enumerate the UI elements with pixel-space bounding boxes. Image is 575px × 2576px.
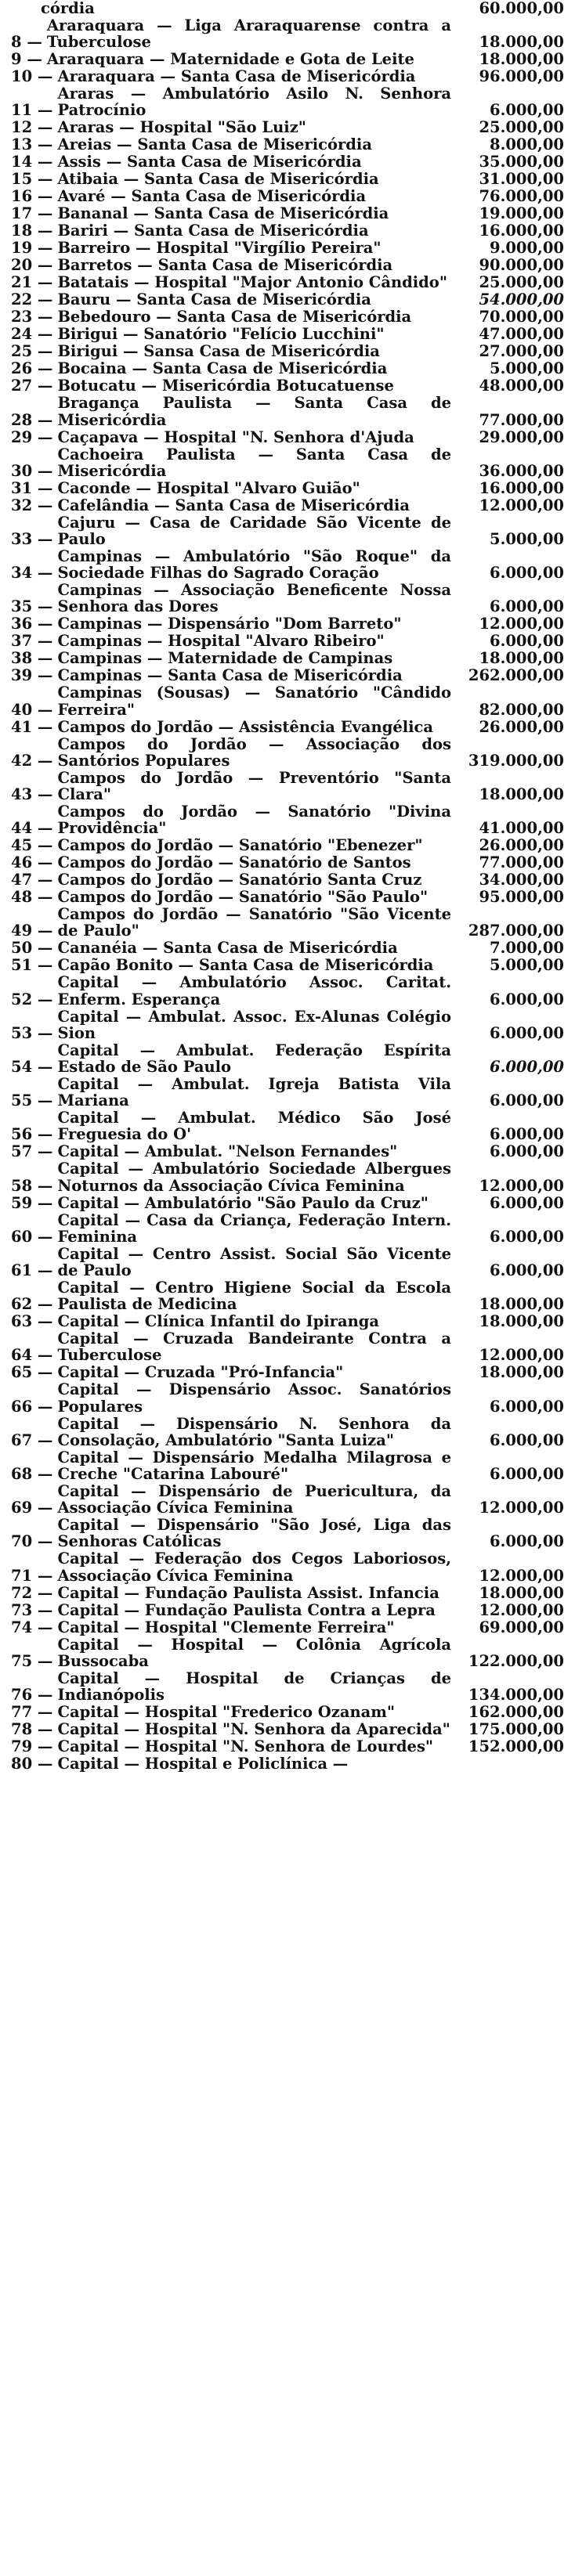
list-item [11, 257, 564, 273]
entry-amount: 12.000,00 [479, 615, 564, 633]
entry-number: 48 — [11, 888, 53, 907]
list-item [11, 222, 564, 239]
entry-number: 43 — [11, 785, 53, 804]
entry-amount: 6.000,00 [490, 1431, 564, 1449]
entry-text: Bebedouro — Santa Casa de Misericórdia [57, 308, 412, 327]
entry-text: Birigui — Sansa Casa de Misericórdia [57, 342, 380, 361]
list-item [11, 803, 564, 836]
entry-text: Capital — Ambulat. Igreja Batista Vila Mariana [57, 1075, 451, 1110]
entry-text: Campos do Jordão — Assistência Evangélica [57, 717, 434, 736]
entry-number: 77 — [11, 1703, 53, 1722]
entry-amount: 6.000,00 [490, 632, 564, 651]
entry-amount: 12.000,00 [479, 496, 564, 514]
entry-amount: 6.000,00 [490, 990, 564, 1008]
entry-text: Campos do Jordão — Sanatório "Ebenezer" [57, 836, 423, 855]
list-item [11, 719, 564, 735]
entry-amount: 70.000,00 [479, 308, 564, 327]
entry-number: 33 — [11, 530, 53, 549]
entry-number: 63 — [11, 1312, 53, 1331]
list-item [11, 633, 564, 649]
list-item [11, 1330, 564, 1363]
entry-number: 59 — [11, 1193, 53, 1212]
entry-text: Capital — Ambulatório "São Paulo da Cruz" [57, 1193, 429, 1212]
entry-amount: 6.000,00 [490, 1023, 564, 1042]
entry-text: Cananéia — Santa Casa de Misericórdia [57, 939, 398, 958]
list-item [11, 17, 564, 50]
entry-amount: 175.000,00 [468, 1720, 564, 1739]
entry-number: 8 — [11, 33, 42, 52]
entry-number: 23 — [11, 308, 53, 327]
entry-text: Birigui — Sanatório "Felício Lucchini" [57, 325, 385, 344]
entry-text: Caconde — Hospital "Alvaro Guião" [57, 478, 360, 497]
list-item [11, 1416, 564, 1449]
entry-text: Areias — Santa Casa de Misericórdia [57, 135, 372, 154]
entry-text: Capital — Dispensário N. Senhora da Consolação, Ambulatório "Santa Luiza" [57, 1414, 451, 1449]
entry-text: Araraquara — Maternidade e Gota de Leite [46, 50, 414, 69]
entry-text: Capital — Ambulat. Assoc. Ex-Alunas Colégio Sion [57, 1007, 451, 1042]
entry-text: Campinas — Santa Casa de Misericórdia [57, 666, 403, 685]
list-item [11, 1160, 564, 1193]
entry-amount: 12.000,00 [479, 1566, 564, 1585]
entry-amount: 36.000,00 [479, 461, 564, 480]
list-item [11, 274, 564, 290]
entry-amount: 262.000,00 [468, 666, 564, 685]
entry-number: 27 — [11, 377, 53, 395]
list-item [11, 1721, 564, 1737]
entry-text: Bauru — Santa Casa de Misericórdia [57, 290, 371, 309]
entry-number: 47 — [11, 871, 53, 889]
list-item [11, 974, 564, 1007]
entry-number: 17 — [11, 204, 53, 223]
entry-amount: 18.000,00 [479, 1583, 564, 1602]
entry-amount: 96.000,00 [479, 67, 564, 86]
list-item [11, 1449, 564, 1482]
entry-amount: 122.000,00 [468, 1651, 564, 1670]
entry-text: Campinas — Maternidade de Campinas [57, 649, 393, 668]
entry-number: 39 — [11, 666, 53, 685]
entry-number: 51 — [11, 956, 53, 975]
entry-number: 25 — [11, 342, 53, 361]
entry-amount: 26.000,00 [479, 836, 564, 855]
entry-amount: 25.000,00 [479, 118, 564, 137]
entry-text: Campos do Jordão — Sanatório de Santos [57, 853, 411, 872]
entry-text: Capital — Hospital "Clemente Ferreira" [57, 1618, 395, 1636]
entry-text: Campinas — Associação Beneficente Nossa Senhora das Dores [57, 581, 451, 616]
entry-text: Caçapava — Hospital "N. Senhora d'Ajuda [57, 428, 414, 446]
entry-amount: 6.000,00 [490, 1125, 564, 1144]
entry-text: Capital — Centro Higiene Social da Escola Paulista de Medicina [57, 1279, 451, 1314]
entry-number: 13 — [11, 135, 53, 154]
entry-amount: 5.000,00 [490, 359, 564, 378]
entry-number: 74 — [11, 1618, 53, 1636]
entry-text: Capital — Clínica Infantil do Ipiranga [57, 1312, 380, 1331]
entry-number: 18 — [11, 222, 53, 240]
list-item [11, 1076, 564, 1109]
entry-text: Araras — Ambulatório Asilo N. Senhora Patrocínio [57, 85, 451, 120]
entry-text: Capital — Dispensário Medalha Milagrosa e Creche "Catarina Labouré" [57, 1448, 451, 1484]
list-item [11, 68, 564, 85]
list-item [11, 395, 564, 428]
entry-amount: 18.000,00 [479, 1312, 564, 1331]
entry-number: 22 — [11, 290, 53, 309]
entry-amount: 18.000,00 [479, 1295, 564, 1314]
list-item [11, 770, 564, 803]
entry-number: 76 — [11, 1686, 53, 1705]
entry-amount: 9.000,00 [490, 239, 564, 258]
entry-amount: 77.000,00 [479, 853, 564, 872]
list-item [11, 889, 564, 905]
entry-text: Batatais — Hospital "Major Antonio Cândido" [57, 273, 447, 292]
entry-text: Avaré — Santa Casa de Misericórdia [57, 187, 367, 206]
entry-text: Botucatu — Misericórdia Botucatuense [57, 377, 394, 395]
entry-number: 55 — [11, 1091, 53, 1110]
list-item [11, 1670, 564, 1703]
entry-text: Campos do Jordão — Sanatório "São Vicente de Paulo" [57, 905, 451, 940]
entry-number: 35 — [11, 597, 53, 616]
entry-amount: 95.000,00 [479, 888, 564, 907]
entry-number: 65 — [11, 1363, 53, 1382]
list-item [11, 136, 564, 153]
entry-text: Capital — Dispensário de Puericultura, da Associação Cívica Feminina [57, 1482, 451, 1517]
entry-number: 36 — [11, 615, 53, 633]
list-item [11, 1313, 564, 1329]
entry-amount: 18.000,00 [479, 785, 564, 804]
entry-number: 61 — [11, 1261, 53, 1280]
list-item [11, 1738, 564, 1755]
entry-amount: 6.000,00 [490, 1193, 564, 1212]
entry-amount: 12.000,00 [479, 1600, 564, 1619]
entry-number: 62 — [11, 1295, 53, 1314]
list-item [11, 854, 564, 871]
entry-text: Araraquara — Santa Casa de Misericórdia [57, 67, 416, 86]
list-item [11, 240, 564, 256]
entry-amount: 152.000,00 [468, 1737, 564, 1756]
entry-amount: 6.000,00 [490, 1227, 564, 1246]
entry-amount: 26.000,00 [479, 717, 564, 736]
entry-number: 78 — [11, 1720, 53, 1739]
entry-number: 16 — [11, 187, 53, 206]
entry-amount: 48.000,00 [479, 377, 564, 395]
entry-text: Capital — Centro Assist. Social São Vicente de Paulo [57, 1244, 451, 1280]
entry-text: Atibaia — Santa Casa de Misericórdia [57, 170, 379, 189]
entry-text: Capital — Fundação Paulista Assist. Infancia [57, 1583, 439, 1602]
entry-text: Capital — Hospital — Colônia Agrícola Bussocaba [57, 1635, 451, 1670]
entry-number: 58 — [11, 1176, 53, 1195]
entry-number: 29 — [11, 428, 53, 446]
entry-text: Capital — Federação dos Cegos Laboriosos, Associação Cívica Feminina [57, 1550, 451, 1585]
list-item [11, 1008, 564, 1041]
list-item [11, 650, 564, 666]
entry-number: 42 — [11, 751, 53, 770]
entry-number: 72 — [11, 1583, 53, 1602]
entry-amount: 76.000,00 [479, 187, 564, 206]
entry-text: Campos do Jordão — Preventório "Santa Clara" [57, 768, 451, 804]
entry-amount: 18.000,00 [479, 50, 564, 69]
entry-text: Capital — Ambulat. "Nelson Fernandes" [57, 1142, 398, 1161]
entry-number: 37 — [11, 632, 53, 651]
list-item [11, 514, 564, 547]
entry-text: Araras — Hospital "São Luiz" [57, 118, 306, 137]
entry-number: 68 — [11, 1465, 53, 1484]
entry-text: Campos do Jordão — Sanatório "Divina Providência" [57, 803, 451, 838]
entry-amount: 6.000,00 [490, 1091, 564, 1110]
entry-amount: 287.000,00 [468, 922, 564, 940]
entry-amount: 134.000,00 [468, 1686, 564, 1705]
entry-number: 64 — [11, 1346, 53, 1365]
list-item [11, 582, 564, 615]
entry-amount: 5.000,00 [490, 530, 564, 549]
list-item [11, 205, 564, 222]
entry-text: Campinas — Ambulatório "São Roque" da Sociedade Filhas do Sagrado Coração [57, 547, 451, 583]
entry-amount: 162.000,00 [468, 1703, 564, 1722]
entry-text: Capital — Dispensário Assoc. Sanatórios Populares [57, 1380, 451, 1416]
entry-number: 57 — [11, 1142, 53, 1161]
entry-text: Cajuru — Casa de Caridade São Vicente de Paulo [57, 513, 451, 549]
list-item [11, 1143, 564, 1160]
entry-amount: 12.000,00 [479, 1176, 564, 1195]
list-item [11, 85, 564, 118]
list-item [11, 667, 564, 684]
entry-amount: 60.000,00 [479, 0, 564, 17]
entry-amount: 19.000,00 [479, 204, 564, 223]
entry-amount: 18.000,00 [479, 1363, 564, 1382]
entry-number: 70 — [11, 1532, 53, 1551]
list-item [11, 940, 564, 956]
entry-amount: 6.000,00 [490, 1465, 564, 1484]
list-item [11, 1381, 564, 1414]
entry-amount: 6.000,00 [490, 564, 564, 583]
entry-text: Assis — Santa Casa de Misericórdia [57, 153, 362, 171]
entry-number: 32 — [11, 496, 53, 514]
entry-number: 49 — [11, 922, 53, 940]
entry-text: Campinas — Dispensário "Dom Barreto" [57, 615, 402, 633]
entry-number: 66 — [11, 1397, 53, 1416]
entry-text: Bragança Paulista — Santa Casa de Misericórdia [57, 394, 451, 429]
entry-number: 69 — [11, 1499, 53, 1517]
entry-text: Capital — Hospital "Frederico Ozanam" [57, 1703, 396, 1722]
entry-text: Capital — Ambulat. Federação Espírita Estado de São Paulo [57, 1041, 451, 1077]
entry-text: Capital — Ambulatório Assoc. Caritat. Enferm. Esperança [57, 973, 451, 1008]
entry-amount: 6.000,00 [490, 1058, 564, 1077]
list-item [11, 736, 564, 769]
entry-number: 45 — [11, 836, 53, 855]
list-item [11, 1585, 564, 1601]
entry-amount: 77.000,00 [479, 410, 564, 429]
entries-list [11, 0, 564, 1772]
entry-amount: 34.000,00 [479, 871, 564, 889]
entry-amount: 6.000,00 [490, 1142, 564, 1161]
list-item [11, 171, 564, 187]
entry-amount: 16.000,00 [479, 222, 564, 240]
entry-number: 21 — [11, 273, 53, 292]
entry-amount: 8.000,00 [490, 135, 564, 154]
entry-number: 28 — [11, 410, 53, 429]
list-item [11, 1364, 564, 1380]
list-item [11, 446, 564, 479]
list-item [11, 1755, 564, 1772]
entry-amount: 319.000,00 [468, 751, 564, 770]
entry-text: Capital — Hospital de Crianças de Indianópolis [57, 1669, 451, 1705]
entry-text: Campinas — Hospital "Alvaro Ribeiro" [57, 632, 385, 651]
list-item [11, 1619, 564, 1636]
entry-text: Campos do Jordão — Associação dos Santórios Populares [57, 734, 451, 770]
entry-text: Campos do Jordão — Sanatório Santa Cruz [57, 871, 422, 889]
entry-number: 40 — [11, 700, 53, 719]
list-item [11, 1550, 564, 1583]
entry-text: Barreiro — Hospital "Virgílio Pereira" [57, 239, 382, 258]
entry-number: 14 — [11, 153, 53, 171]
list-item [11, 1109, 564, 1142]
entry-text: Bocaina — Santa Casa de Misericórdia [57, 359, 388, 378]
entry-amount: 47.000,00 [479, 325, 564, 344]
entry-text: Barretos — Santa Casa de Misericórdia [57, 256, 393, 275]
entry-amount: 27.000,00 [479, 342, 564, 361]
list-item [11, 326, 564, 342]
entry-amount: 54.000,00 [479, 290, 564, 309]
entry-text: Capital — Hospital "N. Senhora de Lourdes" [57, 1737, 434, 1756]
list-item [11, 1602, 564, 1618]
entry-amount: 12.000,00 [479, 1499, 564, 1517]
entry-text: Campos do Jordão — Sanatório "São Paulo" [57, 888, 429, 907]
entry-amount: 69.000,00 [479, 1618, 564, 1636]
entry-number: 11 — [11, 101, 53, 120]
entry-number: 41 — [11, 717, 53, 736]
list-item [11, 957, 564, 973]
entry-number: 54 — [11, 1058, 53, 1077]
list-item [11, 684, 564, 717]
entry-number: 60 — [11, 1227, 53, 1246]
entry-text: Capão Bonito — Santa Casa de Misericórdia [57, 956, 434, 975]
entry-text: córdia [41, 0, 95, 17]
entry-amount: 12.000,00 [479, 1346, 564, 1365]
entry-number: 9 — [11, 50, 42, 69]
list-item [11, 548, 564, 581]
entry-number: 12 — [11, 118, 53, 137]
entry-number: 75 — [11, 1651, 53, 1670]
entry-number: 24 — [11, 325, 53, 344]
entry-amount: 7.000,00 [490, 939, 564, 958]
entry-number: 26 — [11, 359, 53, 378]
list-item [11, 1042, 564, 1075]
list-item [11, 1517, 564, 1550]
entry-amount: 6.000,00 [490, 1397, 564, 1416]
entry-text: Bariri — Santa Casa de Misericórdia [57, 222, 369, 240]
entry-amount: 31.000,00 [479, 170, 564, 189]
entry-text: Capital — Casa da Criança, Federação Intern. Feminina [57, 1210, 451, 1246]
list-item [11, 360, 564, 377]
entry-number: 80 — [11, 1755, 53, 1773]
entry-number: 79 — [11, 1737, 53, 1756]
entry-text: Araraquara — Liga Araraquarense contra a Tuberculose [46, 16, 451, 52]
list-item [11, 1704, 564, 1720]
list-item [11, 308, 564, 325]
list-item [11, 1212, 564, 1245]
entry-text: Bananal — Santa Casa de Misericórdia [57, 204, 389, 223]
list-item [11, 906, 564, 939]
entry-amount: 25.000,00 [479, 273, 564, 292]
entry-amount: 90.000,00 [479, 256, 564, 275]
entry-amount: 16.000,00 [479, 478, 564, 497]
list-item [11, 119, 564, 135]
entry-amount: 6.000,00 [490, 101, 564, 120]
entry-amount: 6.000,00 [490, 1261, 564, 1280]
list-item [11, 291, 564, 308]
list-item [11, 837, 564, 853]
entry-number: 34 — [11, 564, 53, 583]
entry-text: Cachoeira Paulista — Santa Casa de Misericórdia [57, 445, 451, 480]
list-item [11, 0, 564, 16]
entry-number: 67 — [11, 1431, 53, 1449]
list-item [11, 1483, 564, 1516]
entry-amount: 35.000,00 [479, 153, 564, 171]
entry-amount: 29.000,00 [479, 428, 564, 446]
entry-number: 56 — [11, 1125, 53, 1144]
list-item [11, 1636, 564, 1669]
entry-number: 71 — [11, 1566, 53, 1585]
entry-amount: 41.000,00 [479, 819, 564, 838]
list-item [11, 871, 564, 888]
entry-amount: 82.000,00 [479, 700, 564, 719]
list-item [11, 153, 564, 170]
entry-number: 31 — [11, 478, 53, 497]
entry-amount: 6.000,00 [490, 1532, 564, 1551]
entry-number: 15 — [11, 170, 53, 189]
list-item [11, 480, 564, 496]
entry-number: 46 — [11, 853, 53, 872]
entry-text: Capital — Dispensário "São José, Liga das Senhoras Católicas [57, 1516, 451, 1551]
entry-text: Capital — Cruzada "Pró-Infancia" [57, 1363, 344, 1382]
entry-amount: 6.000,00 [490, 597, 564, 616]
list-item [11, 343, 564, 359]
entry-amount: 18.000,00 [479, 33, 564, 52]
list-item [11, 615, 564, 632]
entry-amount: 5.000,00 [490, 956, 564, 975]
list-item [11, 188, 564, 204]
entry-text: Capital — Hospital e Policlínica — [57, 1755, 349, 1773]
entry-number: 19 — [11, 239, 53, 258]
entry-amount: 18.000,00 [479, 649, 564, 668]
entry-text: Capital — Cruzada Bandeirante Contra a Tuberculose [57, 1329, 451, 1365]
entry-number: 50 — [11, 939, 53, 958]
entry-number: 52 — [11, 990, 53, 1008]
entry-text: Campinas (Sousas) — Sanatório "Cândido Ferreira" [57, 684, 451, 719]
entry-number: 38 — [11, 649, 53, 668]
list-item [11, 429, 564, 446]
list-item [11, 377, 564, 394]
list-item [11, 1195, 564, 1211]
entry-number: 20 — [11, 256, 53, 275]
entry-number: 53 — [11, 1023, 53, 1042]
list-item [11, 1246, 564, 1279]
list-item [11, 1279, 564, 1312]
entry-number: 30 — [11, 461, 53, 480]
entry-number: 44 — [11, 819, 53, 838]
entry-text: Capital — Fundação Paulista Contra a Lepra [57, 1600, 436, 1619]
entry-text: Capital — Hospital "N. Senhora da Aparecida" [57, 1720, 450, 1739]
entry-text: Cafelândia — Santa Casa de Misericórdia [57, 496, 410, 514]
document-page [11, 0, 564, 2576]
entry-number: 10 — [11, 67, 53, 86]
entry-number: 73 — [11, 1600, 53, 1619]
list-item [11, 497, 564, 514]
entry-text: Capital — Ambulat. Médico São José Freguesia do O' [57, 1109, 451, 1144]
list-item [11, 51, 564, 67]
entry-text: Capital — Ambulatório Sociedade Albergues Noturnos da Associação Cívica Feminina [57, 1160, 451, 1195]
